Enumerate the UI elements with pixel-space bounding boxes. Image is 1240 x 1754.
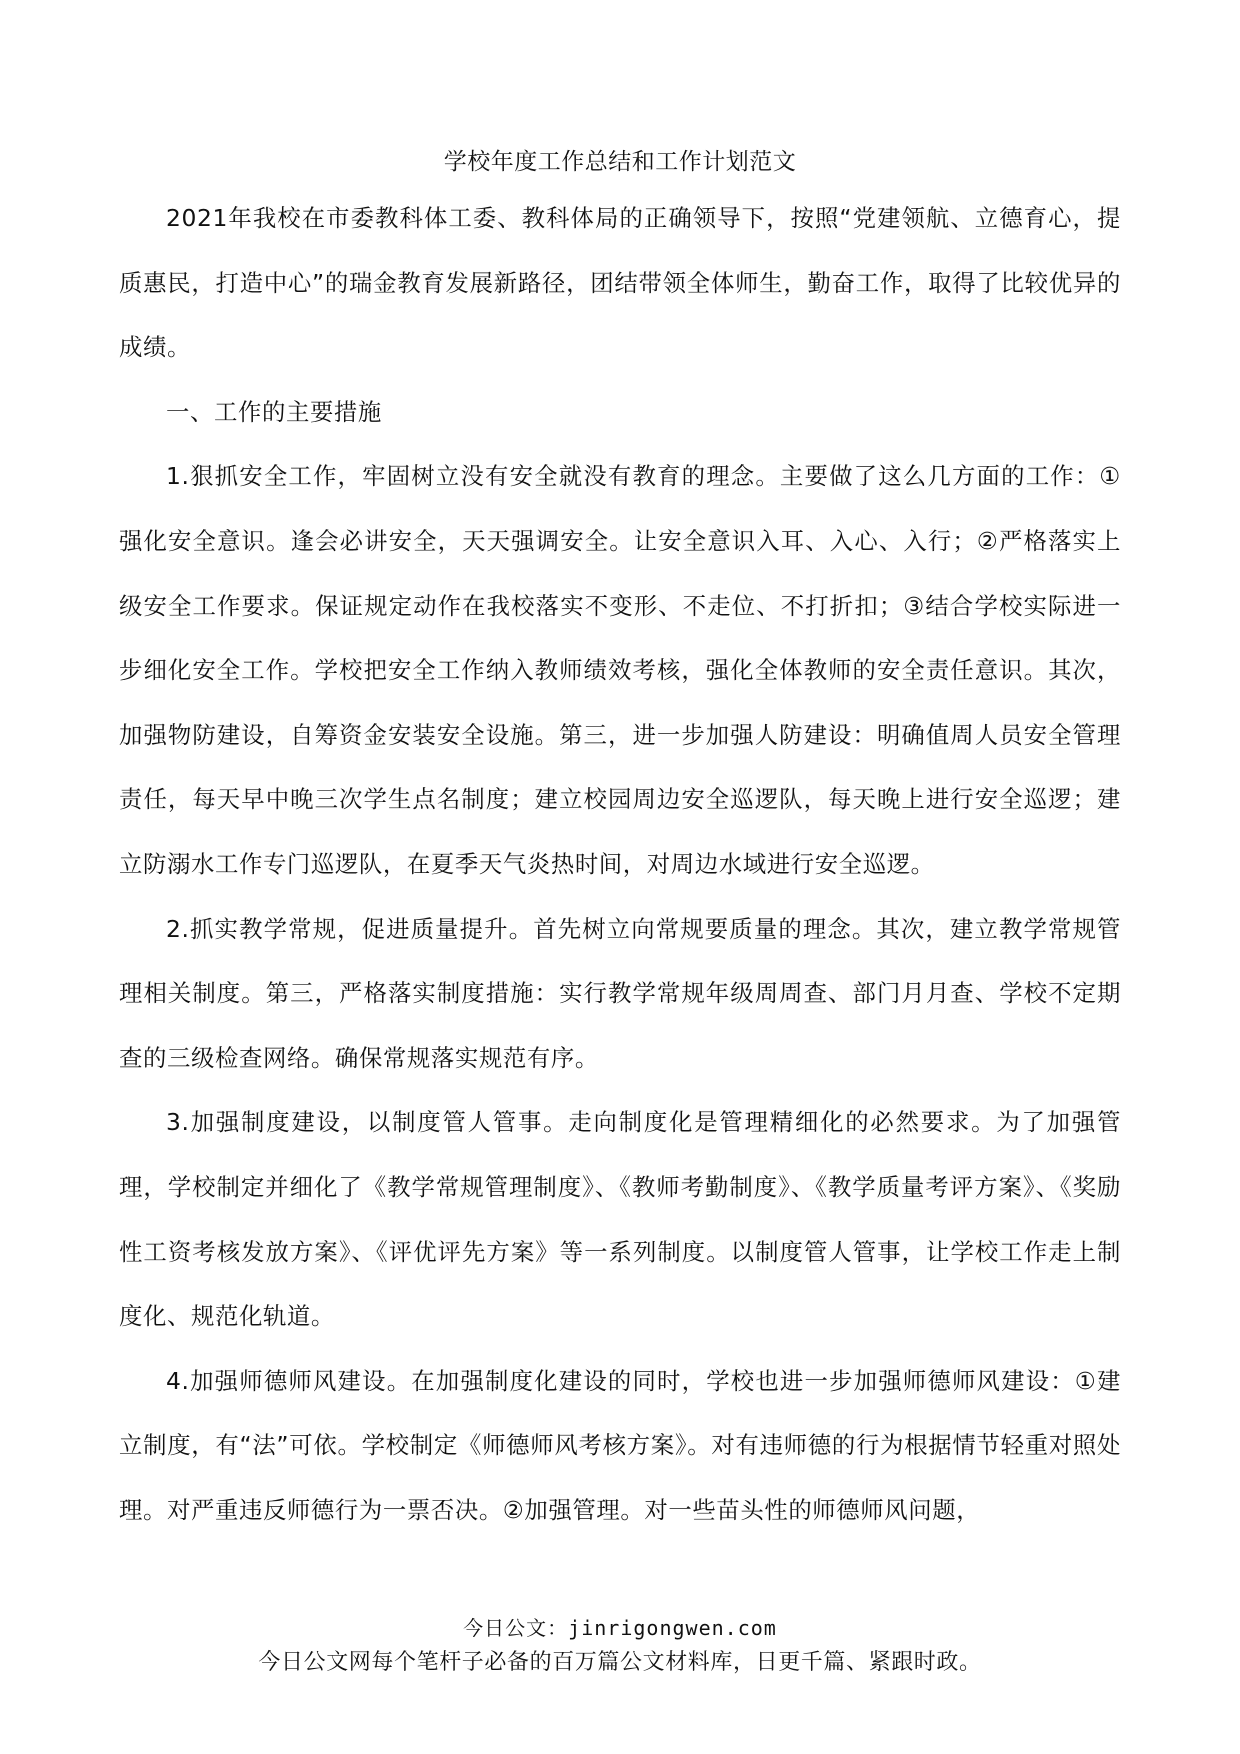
- paragraph-regulations: 3.加强制度建设，以制度管人管事。走向制度化是管理精细化的必然要求。为了加强管理，学校制定并细化了《教学常规管理制度》、《教师考勤制度》、《教学质量考评方案》、《奖励性工资考核发放方案》、《评优评先方案》等一系列制度。以制度管人管事，让学校工作走上制度化、规范化轨道。: [119, 1108, 1121, 1331]
- paragraph-teacher-ethics: 4.加强师德师风建设。在加强制度化建设的同时，学校也进一步加强师德师风建设：①建立制度，有“法”可依。学校制定《师德师风考核方案》。对有违师德的行为根据情节轻重对照处理。对严重违反师德行为一票否决。②加强管理。对一些苗头性的师德师风问题，: [119, 1366, 1121, 1524]
- paragraph-intro: 2021年我校在市委教科体工委、教科体局的正确领导下，按照“党建领航、立德育心，提质惠民，打造中心”的瑞金教育发展新路径，团结带领全体师生，勤奋工作，取得了比较优异的成绩。: [119, 204, 1121, 362]
- paragraph-teaching-routine: 2.抓实教学常规，促进质量提升。首先树立向常规要质量的理念。其次，建立教学常规管理相关制度。第三，严格落实制度措施：实行教学常规年级周周查、部门月月查、学校不定期查的三级检查网络。确保常规落实规范有序。: [119, 914, 1121, 1072]
- document-body: [119, 186, 1121, 1542]
- section-heading-measures: 一、工作的主要措施: [166, 397, 382, 426]
- footer-site-line: [0, 1614, 1240, 1642]
- footer-slogan: 今日公文网每个笔杆子必备的百万篇公文材料库，日更千篇、紧跟时政。: [258, 1650, 982, 1675]
- footer-site-link[interactable]: jinrigongwen.com: [568, 1616, 777, 1640]
- footer-label: 今日公文：: [463, 1616, 569, 1640]
- document-title: 学校年度工作总结和工作计划范文: [443, 149, 797, 175]
- paragraph-safety: 1.狠抓安全工作，牢固树立没有安全就没有教育的理念。主要做了这么几方面的工作：①强化安全意识。逢会必讲安全，天天强调安全。让安全意识入耳、入心、入行；②严格落实上级安全工作要求。保证规定动作在我校落实不变形、不走位、不打折扣；③结合学校实际进一步细化安全工作。学校把安全工作纳入教师绩效考核，强化全体教师的安全责任意识。其次，加强物防建设，自筹资金安装安全设施。第三，进一步加强人防建设：明确值周人员安全管理责任，每天早中晚三次学生点名制度；建立校园周边安全巡逻队，每天晚上进行安全巡逻；建立防溺水工作专门巡逻队，在夏季天气炎热时间，对周边水域进行安全巡逻。: [119, 462, 1121, 878]
